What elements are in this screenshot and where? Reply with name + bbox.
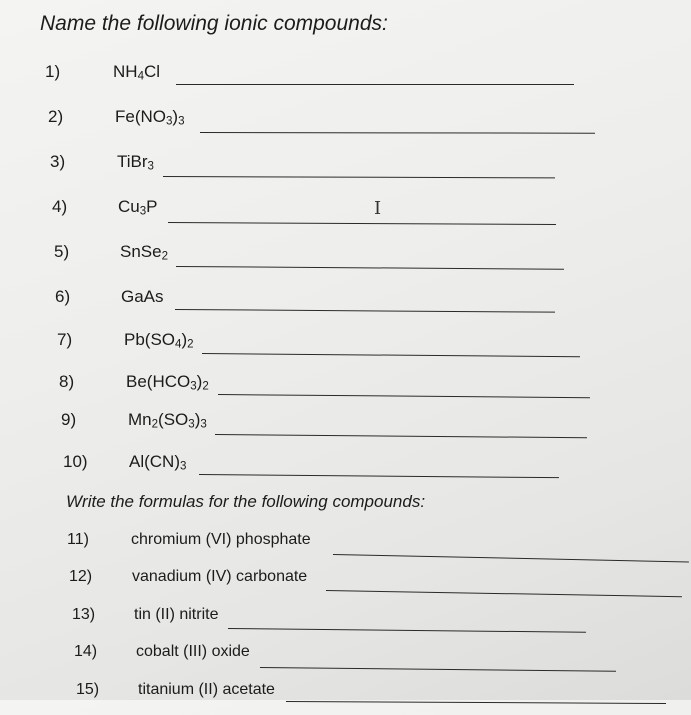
chemical-formula: $Be(HCO_3)_2$ [126,372,209,393]
compound-name: titanium (II) acetate [138,681,275,698]
chemical-formula: $Pb(SO_4)_2$ [124,330,194,351]
compound-name: tin (II) nitrite [134,606,219,623]
chemical-formula: GaAs [121,287,164,306]
chemical-formula: $Cu_3P$ [118,197,158,218]
answer-blank-line[interactable] [218,394,590,398]
chemical-formula: $NH_4Cl$ [113,62,161,83]
question-number: 13) [72,606,96,623]
question-number: 3) [50,152,66,171]
answer-blank-line[interactable] [163,176,555,178]
question-number: 10) [63,452,88,471]
answer-blank-line[interactable] [228,628,586,633]
answer-blank-line[interactable] [200,132,595,134]
answer-blank-line[interactable] [176,84,574,85]
answer-blank-line[interactable] [215,434,587,438]
question-number: 2) [48,107,64,126]
answer-blank-line[interactable] [286,701,666,704]
chemical-formula: $Al(CN)_3$ [129,452,187,473]
question-number: 11) [67,531,89,548]
section1-title: Name the following ionic compounds: [40,12,388,35]
chemical-formula: TiBr$_3$ [117,152,154,173]
question-number: 12) [69,568,93,585]
question-number: 14) [74,643,98,660]
chemical-formula: SnSe$_2$ [120,242,169,263]
question-number: 15) [76,681,100,698]
answer-blank-line[interactable] [326,590,682,597]
section2-title: Write the formulas for the following compounds: [66,492,426,511]
question-number: 4) [52,197,68,216]
question-number: 7) [57,330,73,349]
question-number: 1) [45,62,61,81]
answer-blank-line[interactable] [176,266,564,270]
answer-blank-line[interactable] [333,554,689,562]
chemical-formula: $Fe(NO_3)_3$ [115,107,185,128]
chemical-formula: $Mn_2(SO_3)_3$ [128,410,207,431]
question-number: 6) [55,287,71,306]
question-number: 8) [59,372,75,391]
compound-name: vanadium (IV) carbonate [132,568,308,585]
answer-blank-line[interactable] [260,667,616,672]
answer-blank-line[interactable] [168,222,556,225]
text-cursor-icon: I [374,198,382,219]
compound-name: chromium (VI) phosphate [131,531,311,548]
answer-blank-line[interactable] [199,474,559,478]
answer-blank-line[interactable] [202,353,580,357]
compound-name: cobalt (III) oxide [136,643,250,660]
answer-blank-line[interactable] [175,309,555,313]
question-number: 9) [61,410,77,429]
question-number: 5) [54,242,70,261]
